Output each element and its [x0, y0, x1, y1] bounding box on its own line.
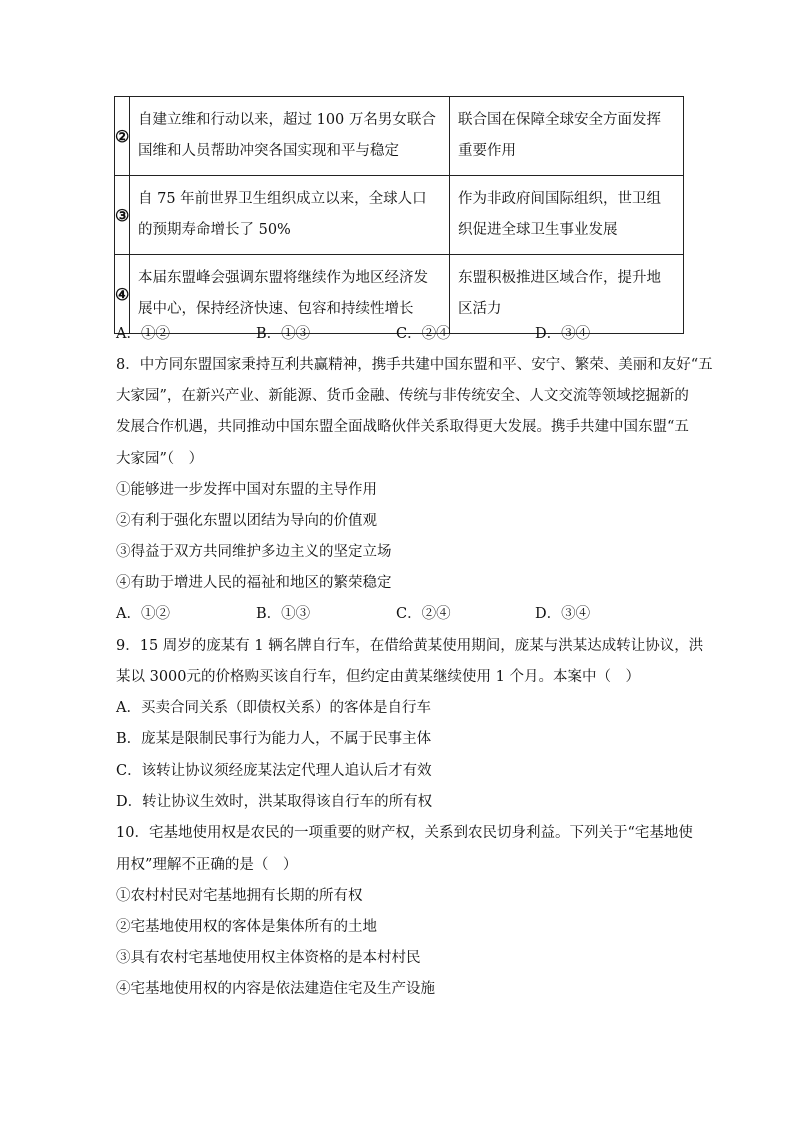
q8-stem-line: 大家园”（ ）: [116, 451, 204, 467]
q9-option-d[interactable]: D．转让协议生效时，洪某取得该自行车的所有权: [116, 794, 433, 810]
q10-item-3: ③具有农村宅基地使用权主体资格的是本村村民: [116, 950, 421, 966]
q9-option-b[interactable]: B．庞某是限制民事行为能力人，不属于民事主体: [116, 731, 432, 747]
row-number: ③: [115, 176, 130, 255]
row-inference: 联合国在保障全球安全方面发挥重要作用: [450, 97, 684, 176]
q9-option-c[interactable]: C．该转让协议须经庞某法定代理人追认后才有效: [116, 763, 432, 779]
option-b[interactable]: B．①③: [256, 606, 311, 622]
q9-stem-line: 某以 3000元的价格购买该自行车，但约定由黄某继续使用 1 个月。本案中（ ）: [116, 669, 640, 685]
q9-option-a[interactable]: A．买卖合同关系（即债权关系）的客体是自行车: [116, 700, 431, 716]
row-inference: 东盟积极推进区域合作，提升地区活力: [450, 255, 684, 334]
row-inference: 作为非政府间国际组织，世卫组织促进全球卫生事业发展: [450, 176, 684, 255]
q7-options: [116, 324, 676, 344]
option-a[interactable]: A．①②: [116, 606, 170, 622]
q10-stem-line: 10．宅基地使用权是农民的一项重要的财产权，关系到农民切身利益。下列关于“宅基地使: [116, 825, 693, 841]
table-row: [115, 97, 684, 176]
option-c[interactable]: C．②④: [396, 606, 451, 622]
q8-item-3: ③得益于双方共同维护多边主义的坚定立场: [116, 544, 392, 560]
option-d[interactable]: D．③④: [535, 326, 591, 342]
option-d[interactable]: D．③④: [535, 606, 591, 622]
q8-stem-line: 大家园”，在新兴产业、新能源、货币金融、传统与非传统安全、人文交流等领域挖掘新的: [116, 388, 689, 404]
row-fact: 自建立维和行动以来，超过 100 万名男女联合国维和人员帮助冲突各国实现和平与稳定: [130, 97, 450, 176]
q10-item-4: ④宅基地使用权的内容是依法建造住宅及生产设施: [116, 981, 435, 997]
q10-stem-line: 用权”理解不正确的是（ ）: [116, 857, 298, 873]
q8-item-1: ①能够进一步发挥中国对东盟的主导作用: [116, 482, 377, 498]
q8-options: [116, 604, 676, 624]
option-b[interactable]: B．①③: [256, 326, 311, 342]
q10-item-2: ②宅基地使用权的客体是集体所有的土地: [116, 919, 377, 935]
option-c[interactable]: C．②④: [396, 326, 451, 342]
row-fact: 自 75 年前世界卫生组织成立以来，全球人口的预期寿命增长了 50%: [130, 176, 450, 255]
option-a[interactable]: A．①②: [116, 326, 170, 342]
q10-item-1: ①农村村民对宅基地拥有长期的所有权: [116, 888, 363, 904]
q8-item-2: ②有利于强化东盟以团结为导向的价值观: [116, 513, 377, 529]
row-fact: 本届东盟峰会强调东盟将继续作为地区经济发展中心，保持经济快速、包容和持续性增长: [130, 255, 450, 334]
q7-table: [114, 96, 684, 334]
row-number: ②: [115, 97, 130, 176]
q8-stem-line: 发展合作机遇，共同推动中国东盟全面战略伙伴关系取得更大发展。携手共建中国东盟“五: [116, 419, 689, 435]
table-row: [115, 176, 684, 255]
q8-item-4: ④有助于增进人民的福祉和地区的繁荣稳定: [116, 575, 392, 591]
q9-stem-line: 9．15 周岁的庞某有 1 辆名牌自行车，在借给黄某使用期间，庞某与洪某达成转让协议，洪: [116, 638, 704, 654]
row-number: ④: [115, 255, 130, 334]
table-row: [115, 255, 684, 334]
q8-stem-line: 8．中方同东盟国家秉持互利共赢精神，携手共建中国东盟和平、安宁、繁荣、美丽和友好“五: [116, 357, 713, 373]
